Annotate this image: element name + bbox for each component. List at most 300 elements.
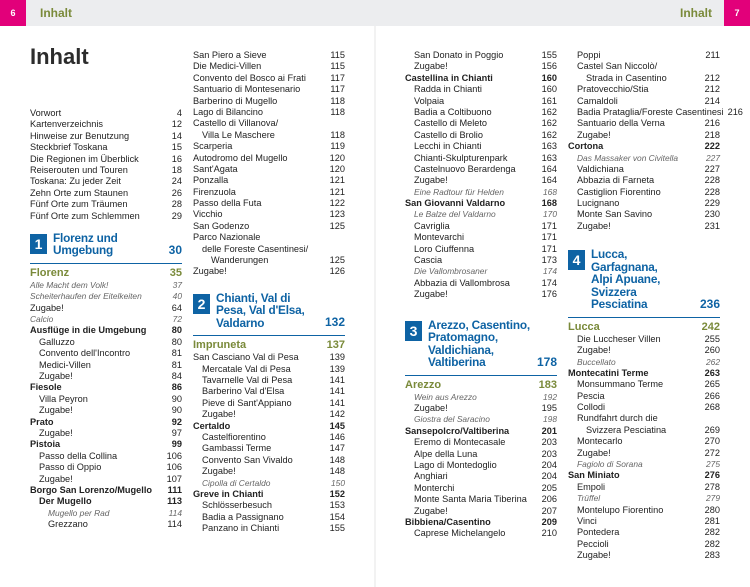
toc-entry-title: Cipolla di Certaldo	[202, 477, 271, 488]
toc-entry[interactable]	[193, 339, 345, 352]
toc-entry-page: 195	[541, 402, 557, 413]
toc-entry[interactable]	[193, 364, 345, 375]
toc-entry-title: Castello di Brolio	[414, 129, 483, 140]
toc-entry[interactable]	[193, 443, 345, 454]
toc-entry-title: Pratovecchio/Stia	[577, 84, 649, 95]
toc-entry-page: 84	[171, 371, 182, 382]
toc-entry-title: San Miniato	[568, 470, 620, 481]
toc-entry[interactable]	[193, 352, 345, 363]
toc-entry[interactable]	[568, 425, 720, 436]
toc-entry-title: Zugabe!	[414, 289, 448, 300]
toc-entry[interactable]	[193, 187, 345, 198]
toc-entry[interactable]	[193, 175, 345, 186]
region-3-heading[interactable]	[405, 319, 557, 369]
region-4-heading[interactable]	[568, 248, 720, 311]
toc-entry-title: Fiesole	[30, 382, 62, 393]
toc-entry-title: Fünf Orte zum Schlemmen	[30, 210, 140, 221]
toc-entry[interactable]	[193, 198, 345, 209]
toc-entry[interactable]	[193, 130, 345, 141]
toc-entry-page: 214	[704, 95, 720, 106]
toc-entry-title: Pieve di Sant'Appiano	[202, 397, 292, 408]
toc-entry-title: Collodi	[577, 402, 606, 413]
toc-entry[interactable]	[30, 439, 182, 450]
toc-entry-page: 111	[167, 484, 182, 495]
region-title-line: Pesa, Val d'Elsa,	[216, 303, 305, 318]
toc-entry-title: Zugabe!	[193, 266, 227, 277]
toc-entry[interactable]	[568, 539, 720, 550]
toc-entry-page: 227	[706, 152, 720, 163]
toc-entry-page: 174	[543, 266, 557, 277]
toc-entry-title: Convento del Bosco ai Frati	[193, 72, 306, 83]
toc-entry-title: San Donato in Poggio	[414, 50, 504, 60]
toc-entry[interactable]	[30, 291, 182, 302]
toc-entry-page: 162	[541, 118, 557, 129]
region-3-list	[405, 379, 557, 540]
toc-entry-title: Impruneta	[193, 339, 247, 352]
toc-entry[interactable]	[568, 516, 720, 527]
toc-entry-page: 15	[171, 142, 182, 153]
toc-entry-title: Ponzalla	[193, 175, 229, 186]
toc-entry[interactable]	[405, 187, 557, 198]
toc-entry-page: 141	[329, 397, 345, 408]
toc-entry[interactable]	[568, 198, 720, 209]
toc-entry[interactable]	[193, 489, 345, 500]
toc-entry-title: Castiglion Fiorentino	[577, 186, 661, 197]
toc-entry-page: 4	[176, 108, 182, 118]
toc-entry[interactable]	[405, 460, 557, 471]
toc-entry[interactable]	[568, 130, 720, 141]
toc-entry[interactable]	[405, 96, 557, 107]
toc-entry[interactable]	[30, 382, 182, 393]
toc-entry-page: 281	[704, 516, 720, 526]
toc-entry-title: Passo di Oppio	[39, 462, 102, 473]
toc-entry[interactable]	[405, 198, 557, 209]
toc-entry[interactable]	[405, 118, 557, 129]
toc-entry[interactable]	[193, 153, 345, 164]
toc-entry[interactable]	[193, 244, 345, 255]
region-1-heading[interactable]	[30, 232, 182, 257]
toc-entry[interactable]	[30, 211, 182, 222]
toc-entry[interactable]	[405, 494, 557, 505]
toc-entry-title: Radda in Chianti	[414, 84, 482, 95]
right-page-number: 7	[724, 0, 750, 26]
toc-entry-page: 242	[701, 320, 720, 333]
toc-entry[interactable]	[193, 96, 345, 107]
toc-entry[interactable]	[30, 108, 182, 119]
toc-entry-title: Lucignano	[577, 198, 620, 209]
toc-entry-page: 16	[171, 153, 182, 164]
toc-entry-title: San Godenzo	[193, 220, 250, 231]
toc-entry-title: Abbazia di Farneta	[577, 175, 655, 186]
toc-entry-title: Montecatini Terme	[568, 367, 649, 378]
toc-entry[interactable]	[193, 455, 345, 466]
toc-entry[interactable]	[193, 221, 345, 232]
toc-entry[interactable]	[193, 84, 345, 95]
toc-entry[interactable]	[30, 371, 182, 382]
toc-entry-title: Abbazia di Vallombrosa	[414, 277, 510, 288]
toc-entry[interactable]	[193, 375, 345, 386]
toc-entry-title: Lago di Montedoglio	[414, 459, 497, 470]
toc-entry[interactable]	[30, 496, 182, 507]
toc-entry[interactable]	[405, 232, 557, 243]
toc-entry-title: Barberino di Mugello	[193, 95, 278, 106]
toc-entry-title: Der Mugello	[39, 496, 92, 507]
toc-entry[interactable]	[193, 255, 345, 266]
toc-entry[interactable]	[568, 175, 720, 186]
toc-entry-page: 121	[329, 186, 345, 197]
toc-entry-title: Wanderungen	[211, 255, 269, 266]
toc-entry-page: 141	[329, 375, 345, 386]
toc-entry[interactable]	[405, 379, 557, 392]
toc-entry-page: 113	[167, 496, 182, 507]
toc-entry-title: Panzano in Chianti	[202, 523, 280, 534]
toc-entry[interactable]	[405, 107, 557, 118]
toc-entry[interactable]	[405, 483, 557, 494]
region-title	[585, 248, 696, 311]
toc-entry-page: 123	[329, 209, 345, 220]
region-title-line: Pratomagno,	[428, 330, 498, 345]
toc-entry[interactable]	[193, 164, 345, 175]
toc-entry-title: Toskana: Zu jeder Zeit	[30, 176, 121, 187]
toc-entry[interactable]	[193, 432, 345, 443]
toc-entry[interactable]	[405, 50, 557, 61]
toc-entry[interactable]	[30, 337, 182, 348]
toc-entry-title: Zugabe!	[39, 427, 73, 438]
toc-entry[interactable]	[568, 209, 720, 220]
toc-entry[interactable]	[30, 267, 182, 280]
toc-entry-page: 125	[329, 255, 345, 266]
toc-entry[interactable]	[568, 470, 720, 481]
toc-entry[interactable]	[405, 403, 557, 414]
toc-entry-page: 275	[706, 459, 720, 470]
toc-entry-page: 203	[541, 448, 557, 459]
toc-entry[interactable]	[568, 96, 720, 107]
toc-entry[interactable]	[405, 175, 557, 186]
toc-entry-title: Alle Macht dem Volk!	[30, 279, 109, 290]
toc-entry-title: Strada in Casentino	[586, 72, 667, 83]
column-3-list-top	[405, 50, 557, 301]
toc-column-4	[568, 50, 743, 562]
toc-entry-page: 198	[543, 414, 557, 425]
toc-entry-page: 35	[169, 266, 182, 279]
toc-entry[interactable]	[405, 61, 557, 72]
toc-entry[interactable]	[193, 50, 345, 61]
toc-entry-page: 269	[704, 424, 720, 435]
toc-entry-page: 174	[541, 277, 557, 288]
region-title-line: Florenz und	[53, 230, 118, 245]
toc-entry[interactable]	[405, 517, 557, 528]
toc-entry-page: 155	[329, 523, 345, 534]
region-title-line: Valdarno	[216, 315, 265, 330]
toc-entry-page: 229	[704, 198, 720, 209]
toc-entry[interactable]	[30, 188, 182, 199]
book-gutter	[374, 26, 376, 587]
toc-entry[interactable]	[193, 409, 345, 420]
toc-entry[interactable]	[30, 325, 182, 336]
toc-entry[interactable]	[568, 61, 720, 72]
toc-entry-title: Zugabe!	[577, 220, 611, 231]
toc-entry[interactable]	[193, 118, 345, 129]
toc-entry[interactable]	[30, 314, 182, 325]
toc-entry-title: Santuario di Montesenario	[193, 84, 301, 95]
toc-entry[interactable]	[405, 449, 557, 460]
region-title-line: Valdichiana,	[428, 342, 494, 357]
toc-entry[interactable]	[30, 474, 182, 485]
toc-entry-title: Castello di Villanova/	[193, 118, 279, 129]
toc-entry[interactable]	[30, 394, 182, 405]
region-number: 3	[405, 321, 422, 341]
toc-entry[interactable]	[193, 107, 345, 118]
toc-entry-page: 106	[166, 462, 182, 473]
toc-entry-page: 139	[329, 352, 345, 363]
toc-entry[interactable]	[30, 451, 182, 462]
toc-entry-page: 173	[541, 255, 557, 266]
toc-entry-page: 115	[330, 61, 345, 72]
toc-entry-title: Gambassi Terme	[202, 443, 272, 454]
toc-entry[interactable]	[405, 73, 557, 84]
toc-entry-title: Castellina in Chianti	[405, 72, 493, 83]
toc-entry[interactable]	[568, 357, 720, 368]
toc-entry-page: 207	[541, 505, 557, 516]
toc-entry[interactable]	[30, 303, 182, 314]
toc-entry[interactable]	[568, 50, 720, 61]
toc-entry-title: Poppi	[577, 50, 601, 60]
toc-entry-title: Kartenverzeichnis	[30, 119, 104, 130]
region-title-line: Lucca, Garfagnana,	[591, 247, 658, 274]
toc-entry[interactable]	[30, 360, 182, 371]
toc-entry[interactable]	[405, 506, 557, 517]
region-title-line: Alpi Apuane, Svizzera	[591, 272, 661, 299]
toc-entry-title: Villa Peyron	[39, 393, 88, 404]
toc-entry[interactable]	[30, 176, 182, 187]
toc-entry[interactable]	[568, 321, 720, 334]
toc-entry[interactable]	[568, 368, 720, 379]
toc-entry-title: Bibbiena/Casentino	[405, 516, 491, 527]
toc-entry[interactable]	[405, 278, 557, 289]
toc-entry[interactable]	[405, 164, 557, 175]
toc-entry[interactable]	[193, 478, 345, 489]
toc-entry-page: 64	[171, 302, 182, 313]
toc-entry-page: 262	[706, 356, 720, 367]
toc-entry[interactable]	[30, 485, 182, 496]
toc-entry-page: 260	[704, 345, 720, 356]
toc-entry[interactable]	[405, 528, 557, 539]
toc-entry-title: Autodromo del Mugello	[193, 152, 288, 163]
toc-entry[interactable]	[405, 244, 557, 255]
toc-entry[interactable]	[405, 471, 557, 482]
toc-entry[interactable]	[30, 405, 182, 416]
toc-entry[interactable]	[405, 130, 557, 141]
toc-entry-title: Die Luccheser Villen	[577, 333, 661, 344]
toc-entry-page: 99	[171, 439, 182, 450]
toc-entry[interactable]	[568, 345, 720, 356]
toc-entry-page: 148	[329, 466, 345, 477]
toc-entry[interactable]	[568, 141, 720, 152]
toc-entry-title: Prato	[30, 416, 54, 427]
toc-entry-page: 117	[330, 84, 345, 95]
toc-entry-title: Alpe della Luna	[414, 448, 478, 459]
toc-entry[interactable]	[568, 164, 720, 175]
toc-entry-page: 209	[541, 516, 557, 527]
toc-entry-title: Lucca	[568, 320, 600, 333]
toc-entry-page: 92	[171, 416, 182, 427]
toc-entry[interactable]	[193, 421, 345, 432]
toc-entry-page: 282	[704, 538, 720, 549]
toc-entry-page: 126	[329, 266, 345, 277]
toc-entry-page: 228	[704, 186, 720, 197]
toc-entry[interactable]	[568, 436, 720, 447]
region-4-list	[568, 321, 720, 562]
region-rule	[568, 317, 720, 318]
toc-entry[interactable]	[193, 61, 345, 72]
toc-entry[interactable]	[30, 519, 182, 530]
toc-entry-page: 278	[704, 481, 720, 492]
toc-entry[interactable]	[405, 426, 557, 437]
region-number: 1	[30, 234, 47, 254]
toc-entry[interactable]	[193, 500, 345, 511]
toc-entry[interactable]	[405, 392, 557, 403]
toc-entry-title: Zugabe!	[414, 61, 448, 72]
toc-entry[interactable]	[568, 118, 720, 129]
toc-entry[interactable]	[568, 482, 720, 493]
left-page-number: 6	[0, 0, 26, 26]
toc-entry-page: 154	[329, 511, 345, 522]
toc-entry-page: 216	[727, 106, 743, 117]
column-2-list-top	[193, 50, 345, 278]
toc-entry-page: 122	[329, 198, 345, 209]
toc-entry[interactable]	[30, 417, 182, 428]
toc-entry[interactable]	[568, 527, 720, 538]
toc-entry-page: 156	[541, 61, 557, 72]
toc-entry[interactable]	[405, 221, 557, 232]
toc-entry[interactable]	[30, 348, 182, 359]
toc-entry[interactable]	[30, 462, 182, 473]
toc-entry[interactable]	[568, 413, 720, 424]
toc-entry-page: 272	[704, 447, 720, 458]
toc-entry[interactable]	[568, 221, 720, 232]
toc-entry-page: 218	[704, 129, 720, 140]
toc-entry[interactable]	[193, 466, 345, 477]
toc-entry[interactable]	[193, 266, 345, 277]
region-1-list	[30, 267, 182, 531]
toc-entry[interactable]	[193, 73, 345, 84]
toc-entry[interactable]	[568, 448, 720, 459]
intro-list	[30, 108, 182, 222]
toc-entry[interactable]	[30, 154, 182, 165]
region-title-line: Chianti, Val di	[216, 290, 291, 305]
toc-entry-page: 268	[704, 402, 720, 413]
toc-entry-title: Borgo San Lorenzo/Mugello	[30, 484, 152, 495]
toc-entry[interactable]	[30, 131, 182, 142]
toc-entry[interactable]	[405, 414, 557, 425]
toc-entry[interactable]	[568, 153, 720, 164]
toc-entry[interactable]	[193, 141, 345, 152]
toc-entry[interactable]	[405, 84, 557, 95]
region-title	[210, 292, 321, 330]
toc-entry[interactable]	[405, 209, 557, 220]
toc-entry[interactable]	[30, 165, 182, 176]
toc-entry-page: 230	[704, 209, 720, 220]
page-title: Inhalt	[30, 44, 89, 69]
toc-entry[interactable]	[568, 73, 720, 84]
toc-entry[interactable]	[568, 505, 720, 516]
toc-entry-page: 148	[329, 454, 345, 465]
toc-entry-title: Loro Ciuffenna	[414, 243, 475, 254]
toc-entry[interactable]	[193, 232, 345, 243]
toc-entry-page: 145	[329, 420, 345, 431]
toc-entry-title: Grezzano	[48, 519, 88, 530]
toc-entry-title: Vicchio	[193, 209, 223, 220]
toc-entry-title: Castelnuovo Berardenga	[414, 163, 516, 174]
toc-entry-title: Zugabe!	[414, 402, 448, 413]
toc-entry-title: Empoli	[577, 481, 606, 492]
toc-entry-page: 24	[171, 176, 182, 187]
toc-entry-title: Pescia	[577, 390, 605, 401]
toc-entry[interactable]	[30, 428, 182, 439]
toc-entry[interactable]	[568, 550, 720, 561]
toc-entry-title: Mercatale Val di Pesa	[202, 363, 291, 374]
toc-entry[interactable]	[193, 512, 345, 523]
toc-entry[interactable]	[568, 402, 720, 413]
toc-entry-page: 26	[171, 187, 182, 198]
toc-entry-page: 119	[330, 141, 345, 152]
toc-entry-title: Valdichiana	[577, 163, 624, 174]
toc-entry[interactable]	[193, 523, 345, 534]
toc-entry[interactable]	[568, 187, 720, 198]
toc-entry[interactable]	[568, 493, 720, 504]
toc-entry-title: Svizzera Pesciatina	[586, 424, 667, 435]
toc-entry-page: 114	[168, 507, 182, 518]
toc-entry[interactable]	[30, 199, 182, 210]
toc-entry-title: Lecchi in Chianti	[414, 141, 482, 152]
toc-entry[interactable]	[405, 153, 557, 164]
toc-entry-title: Monterchi	[414, 482, 455, 493]
toc-entry-title: Arezzo	[405, 378, 442, 391]
toc-entry-title: San Casciano Val di Pesa	[193, 352, 299, 363]
toc-entry-title: Monte San Savino	[577, 209, 653, 220]
toc-entry[interactable]	[30, 119, 182, 130]
toc-entry-page: 162	[541, 129, 557, 140]
toc-entry-title: Vorwort	[30, 108, 62, 118]
toc-entry[interactable]	[30, 280, 182, 291]
toc-entry-title: Zugabe!	[39, 371, 73, 382]
toc-entry[interactable]	[30, 142, 182, 153]
region-2-heading[interactable]	[193, 292, 345, 330]
toc-entry-title: Passo della Futa	[193, 198, 262, 209]
toc-entry-title: Caprese Michelangelo	[414, 528, 506, 539]
toc-entry-page: 121	[329, 175, 345, 186]
toc-entry[interactable]	[193, 398, 345, 409]
toc-entry[interactable]	[568, 459, 720, 470]
toc-entry[interactable]	[193, 386, 345, 397]
toc-entry[interactable]	[405, 141, 557, 152]
toc-entry[interactable]	[405, 289, 557, 300]
toc-entry[interactable]	[30, 508, 182, 519]
toc-entry[interactable]	[568, 334, 720, 345]
toc-entry[interactable]	[405, 266, 557, 277]
toc-entry-page: 163	[541, 152, 557, 163]
toc-entry[interactable]	[405, 255, 557, 266]
toc-entry-title: Schlösserbesuch	[202, 500, 272, 511]
toc-entry[interactable]	[568, 106, 743, 118]
toc-entry[interactable]	[568, 379, 720, 390]
toc-entry-title: Vinci	[577, 516, 597, 526]
toc-entry[interactable]	[405, 437, 557, 448]
toc-entry[interactable]	[568, 391, 720, 402]
toc-entry[interactable]	[193, 209, 345, 220]
toc-entry-page: 203	[541, 437, 557, 448]
toc-entry[interactable]	[568, 84, 720, 95]
